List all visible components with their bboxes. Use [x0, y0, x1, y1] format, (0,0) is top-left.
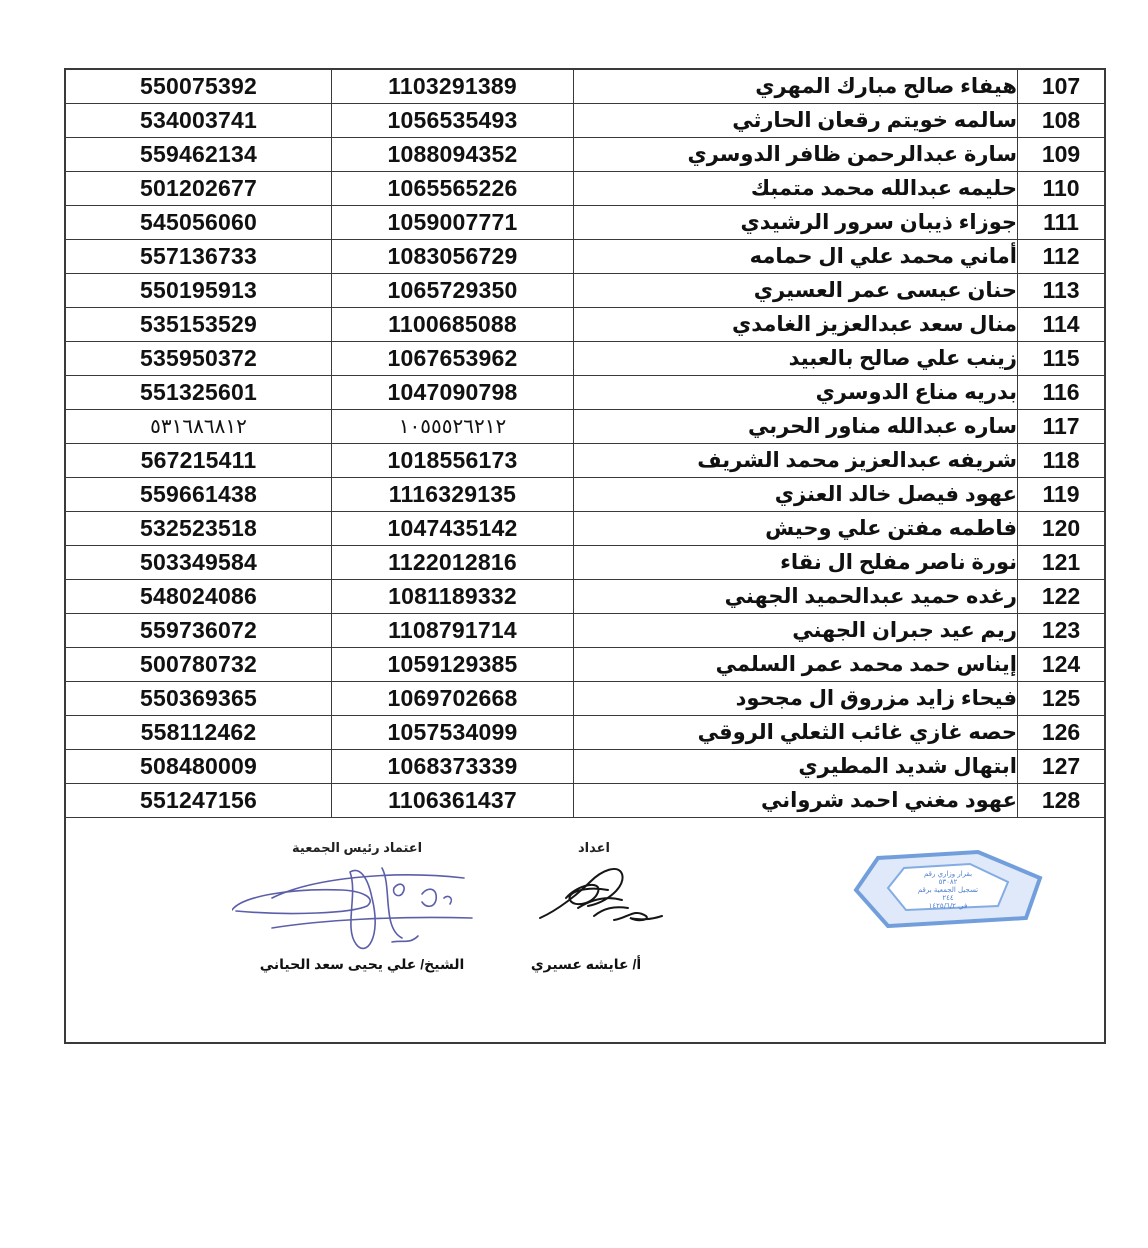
phone-cell: 559661438 — [66, 478, 332, 512]
phone-cell: 550075392 — [66, 70, 332, 104]
name-cell: ابتهال شديد المطيري — [574, 750, 1018, 784]
id-number-cell: 1100685088 — [332, 308, 574, 342]
id-number-cell: 1047090798 — [332, 376, 574, 410]
name-cell: جوزاء ذيبان سرور الرشيدي — [574, 206, 1018, 240]
name-cell: بدريه مناع الدوسري — [574, 376, 1018, 410]
phone-cell: 551325601 — [66, 376, 332, 410]
table-row — [66, 614, 1104, 648]
phone-cell: 559736072 — [66, 614, 332, 648]
table-row — [66, 172, 1104, 206]
id-number-cell: 1059129385 — [332, 648, 574, 682]
table-row — [66, 410, 1104, 444]
id-number-cell: 1106361437 — [332, 784, 574, 818]
table-row — [66, 750, 1104, 784]
row-number-cell: 110 — [1018, 172, 1105, 206]
phone-cell: 535153529 — [66, 308, 332, 342]
name-cell: ريم عيد جبران الجهني — [574, 614, 1018, 648]
id-number-cell: 1065729350 — [332, 274, 574, 308]
association-stamp-icon — [848, 848, 1048, 928]
name-cell: سارة عبدالرحمن ظافر الدوسري — [574, 138, 1018, 172]
id-number-cell: 1122012816 — [332, 546, 574, 580]
row-number-cell: 126 — [1018, 716, 1105, 750]
name-cell: منال سعد عبدالعزيز الغامدي — [574, 308, 1018, 342]
table-row — [66, 478, 1104, 512]
phone-cell: 559462134 — [66, 138, 332, 172]
row-number-cell: 113 — [1018, 274, 1105, 308]
row-number-cell: 117 — [1018, 410, 1105, 444]
row-number-cell: 121 — [1018, 546, 1105, 580]
table-row — [66, 444, 1104, 478]
name-cell: شريفه عبدالعزيز محمد الشريف — [574, 444, 1018, 478]
id-number-cell: 1059007771 — [332, 206, 574, 240]
id-number-cell: 1088094352 — [332, 138, 574, 172]
name-cell: عهود فيصل خالد العنزي — [574, 478, 1018, 512]
stamp-text-line: بقرار وزاري رقم — [923, 870, 973, 878]
name-cell: زينب علي صالح بالعبيد — [574, 342, 1018, 376]
phone-cell: 534003741 — [66, 104, 332, 138]
row-number-cell: 123 — [1018, 614, 1105, 648]
id-number-cell: 1108791714 — [332, 614, 574, 648]
id-number-cell: 1068373339 — [332, 750, 574, 784]
phone-cell: ٥٣١٦٨٦٨١٢ — [66, 410, 332, 444]
phone-cell: 535950372 — [66, 342, 332, 376]
id-number-cell: 1065565226 — [332, 172, 574, 206]
row-number-cell: 116 — [1018, 376, 1105, 410]
row-number-cell: 115 — [1018, 342, 1105, 376]
name-cell: أماني محمد علي ال حمامه — [574, 240, 1018, 274]
name-cell: حصه غازي غائب الثعلي الروقي — [574, 716, 1018, 750]
id-number-cell: ١٠٥٥٥٢٦٢١٢ — [332, 410, 574, 444]
phone-cell: 567215411 — [66, 444, 332, 478]
table-row — [66, 138, 1104, 172]
row-number-cell: 112 — [1018, 240, 1105, 274]
name-cell: هيفاء صالح مبارك المهري — [574, 70, 1018, 104]
id-number-cell: 1116329135 — [332, 478, 574, 512]
row-number-cell: 127 — [1018, 750, 1105, 784]
table-row — [66, 70, 1104, 104]
table-row — [66, 682, 1104, 716]
prepared-signature-icon — [538, 858, 668, 938]
table-row — [66, 376, 1104, 410]
signature-footer — [66, 818, 1104, 1042]
row-number-cell: 114 — [1018, 308, 1105, 342]
id-number-cell: 1081189332 — [332, 580, 574, 614]
id-number-cell: 1083056729 — [332, 240, 574, 274]
row-number-cell: 118 — [1018, 444, 1105, 478]
phone-cell: 545056060 — [66, 206, 332, 240]
phone-cell: 500780732 — [66, 648, 332, 682]
table-row — [66, 580, 1104, 614]
table-row — [66, 716, 1104, 750]
phone-cell: 550195913 — [66, 274, 332, 308]
roster-table — [66, 70, 1104, 818]
prepared-title: اعداد — [578, 840, 610, 855]
name-cell: سالمه خويتم رقعان الحارثي — [574, 104, 1018, 138]
row-number-cell: 108 — [1018, 104, 1105, 138]
row-number-cell: 120 — [1018, 512, 1105, 546]
id-number-cell: 1067653962 — [332, 342, 574, 376]
table-row — [66, 206, 1104, 240]
phone-cell: 550369365 — [66, 682, 332, 716]
table-row — [66, 308, 1104, 342]
row-number-cell: 125 — [1018, 682, 1105, 716]
row-number-cell: 128 — [1018, 784, 1105, 818]
stamp-text-line: تسجيل الجمعية برقم — [917, 886, 979, 894]
stamp-text-line: ٥٣٠٨٢ — [938, 878, 958, 886]
table-row — [66, 546, 1104, 580]
phone-cell: 503349584 — [66, 546, 332, 580]
name-cell: إيناس حمد محمد عمر السلمي — [574, 648, 1018, 682]
name-cell: نورة ناصر مفلح ال نقاء — [574, 546, 1018, 580]
table-row — [66, 104, 1104, 138]
name-cell: عهود مغني احمد شرواني — [574, 784, 1018, 818]
name-cell: حليمه عبدالله محمد متمبك — [574, 172, 1018, 206]
approval-title: اعتماد رئيس الجمعية — [292, 840, 423, 855]
phone-cell: 551247156 — [66, 784, 332, 818]
phone-cell: 548024086 — [66, 580, 332, 614]
id-number-cell: 1056535493 — [332, 104, 574, 138]
name-cell: ساره عبدالله مناور الحربي — [574, 410, 1018, 444]
phone-cell: 501202677 — [66, 172, 332, 206]
row-number-cell: 119 — [1018, 478, 1105, 512]
row-number-cell: 111 — [1018, 206, 1105, 240]
table-row — [66, 512, 1104, 546]
row-number-cell: 124 — [1018, 648, 1105, 682]
approval-name: الشيخ/ علي يحيى سعد الحياني — [259, 956, 465, 972]
row-number-cell: 107 — [1018, 70, 1105, 104]
id-number-cell: 1069702668 — [332, 682, 574, 716]
name-cell: فاطمه مفتن علي وحيش — [574, 512, 1018, 546]
name-cell: رغده حميد عبدالحميد الجهني — [574, 580, 1018, 614]
prepared-name: أ/ عايشه عسيري — [530, 956, 642, 972]
phone-cell: 508480009 — [66, 750, 332, 784]
phone-cell: 532523518 — [66, 512, 332, 546]
table-row — [66, 342, 1104, 376]
id-number-cell: 1057534099 — [332, 716, 574, 750]
table-row — [66, 784, 1104, 818]
stamp-text-line: ٢٤٤ — [942, 894, 954, 902]
approval-signature-icon — [232, 858, 482, 958]
id-number-cell: 1018556173 — [332, 444, 574, 478]
name-cell: حنان عيسى عمر العسيري — [574, 274, 1018, 308]
stamp-text-line: في ١٤٢٥/٦/٢ — [928, 902, 968, 910]
table-row — [66, 274, 1104, 308]
phone-cell: 558112462 — [66, 716, 332, 750]
row-number-cell: 122 — [1018, 580, 1105, 614]
row-number-cell: 109 — [1018, 138, 1105, 172]
table-row — [66, 240, 1104, 274]
id-number-cell: 1047435142 — [332, 512, 574, 546]
roster-sheet — [64, 68, 1106, 1044]
roster-table-body — [66, 70, 1104, 818]
phone-cell: 557136733 — [66, 240, 332, 274]
name-cell: فيحاء زايد مزروق ال مجحود — [574, 682, 1018, 716]
id-number-cell: 1103291389 — [332, 70, 574, 104]
table-row — [66, 648, 1104, 682]
